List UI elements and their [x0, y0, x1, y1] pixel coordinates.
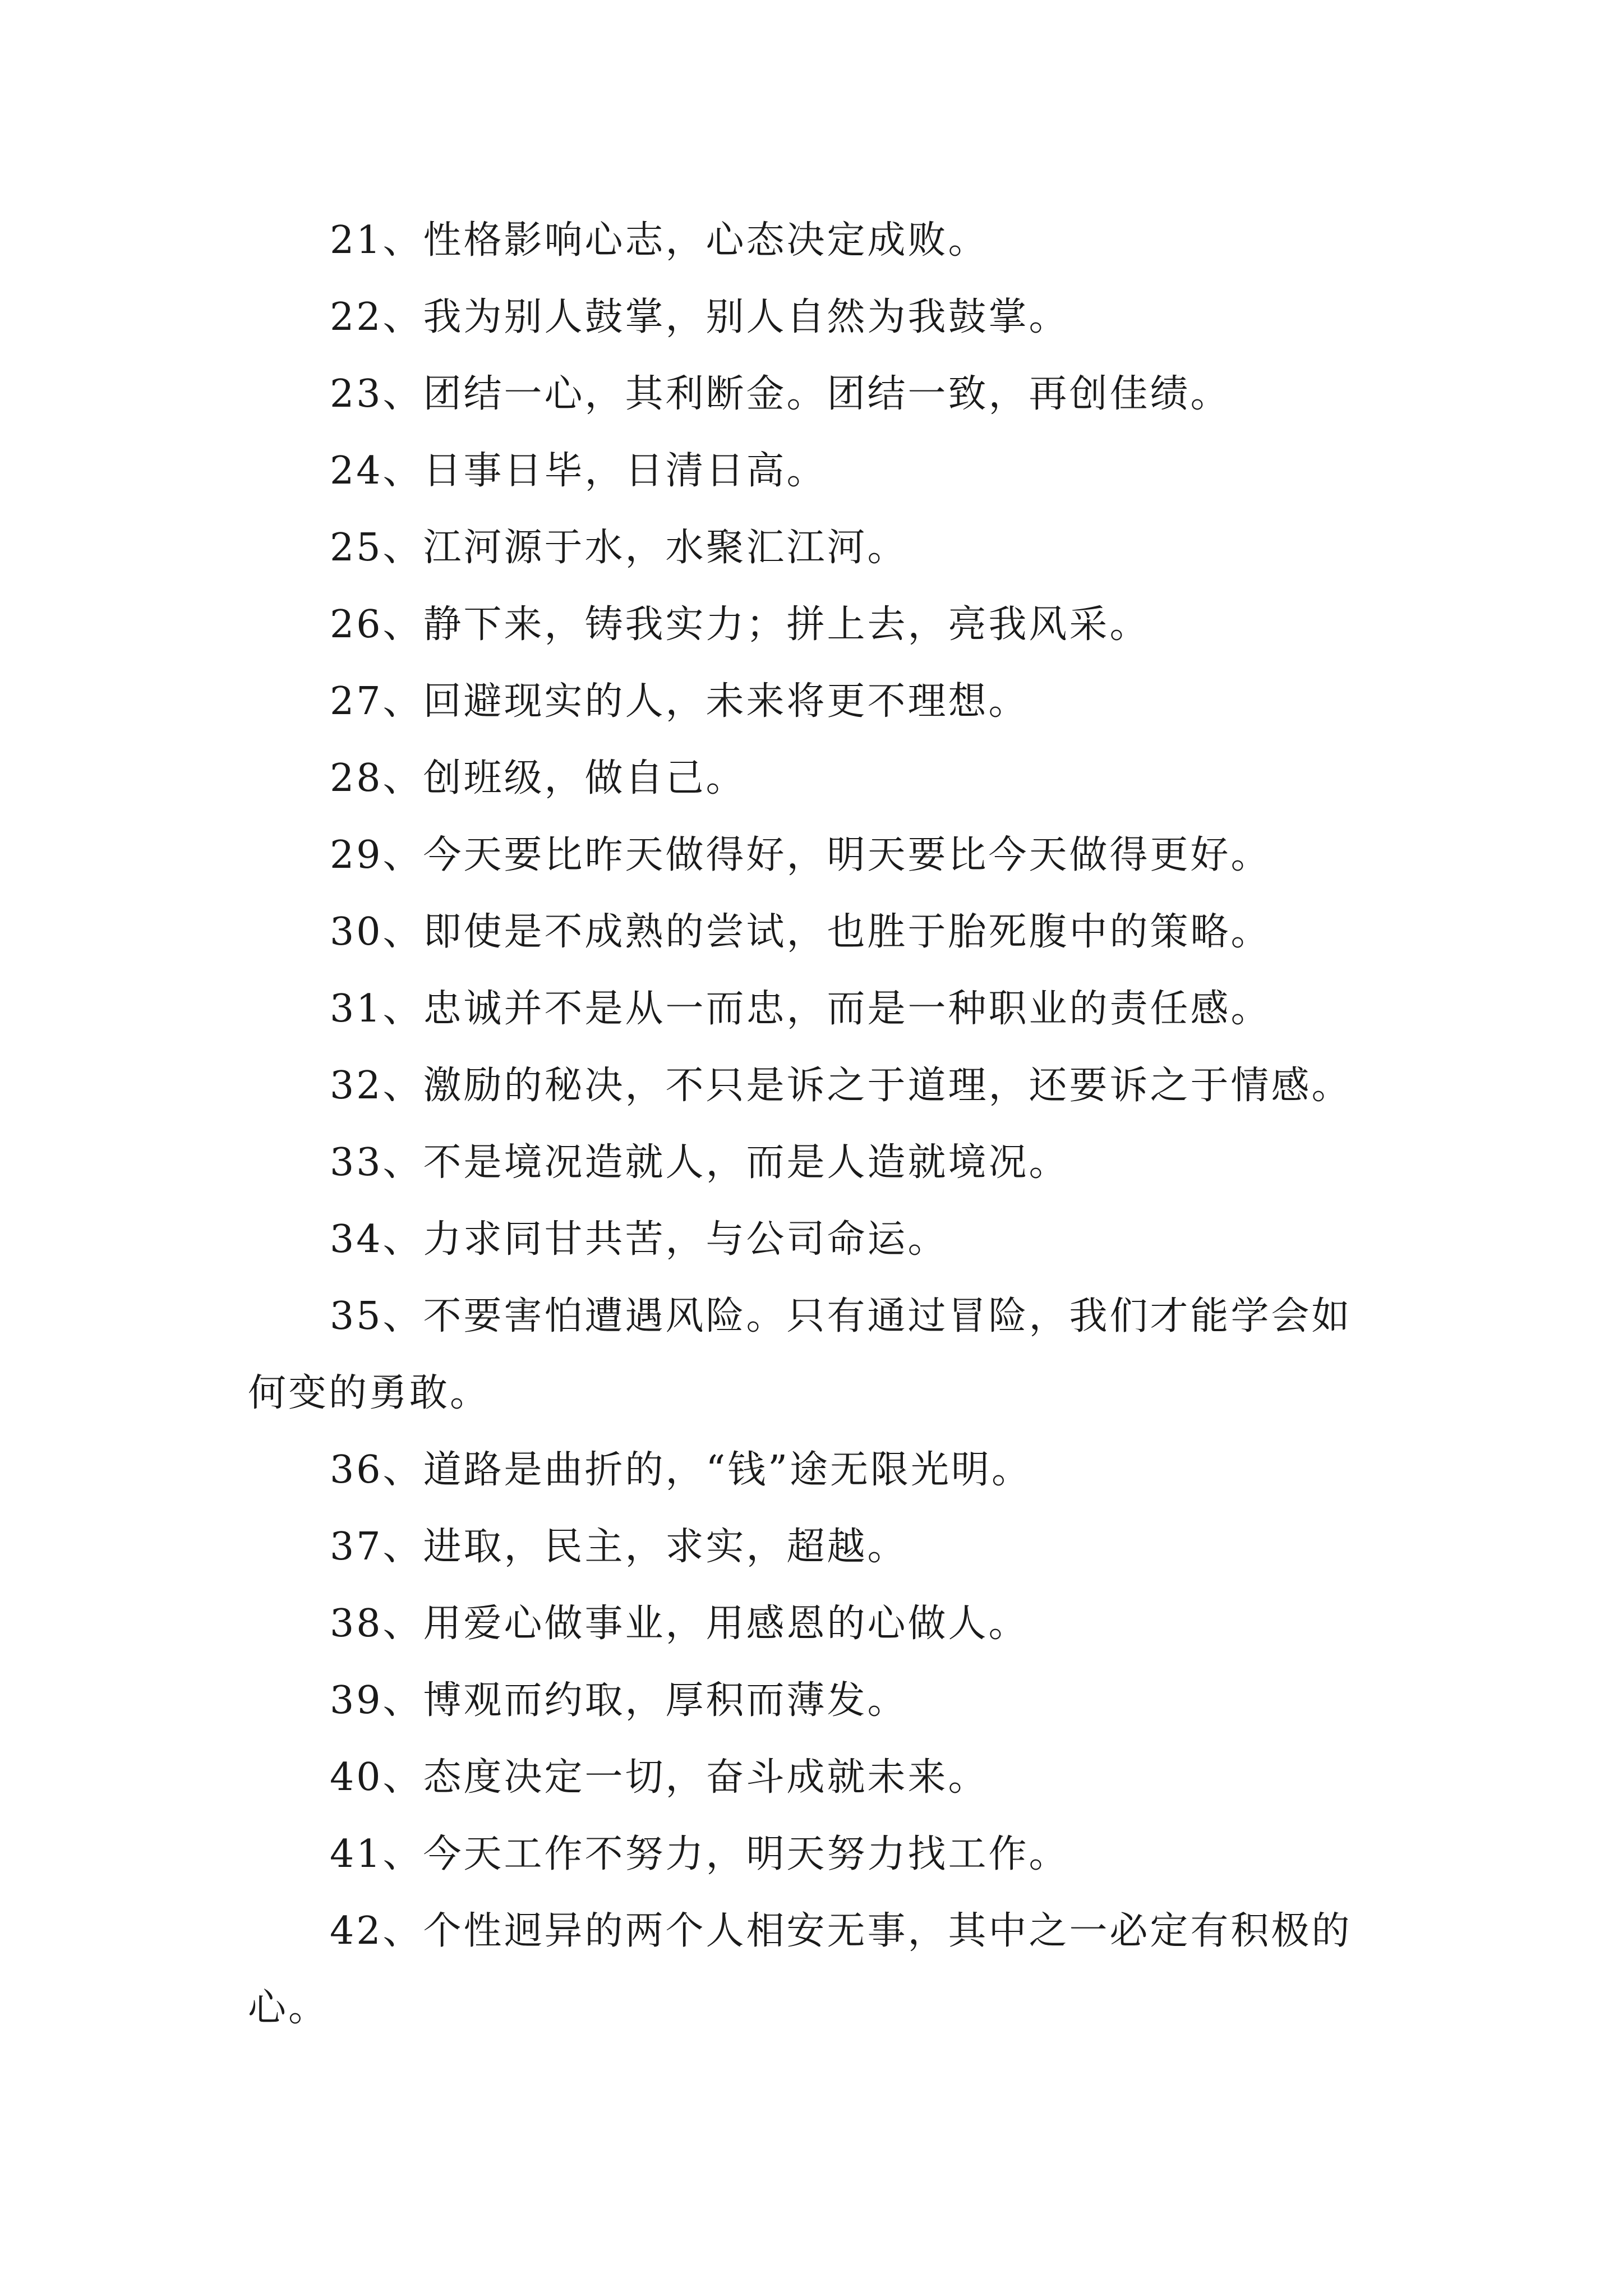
list-item: 23、团结一心，其利断金。团结一致，再创佳绩。	[330, 372, 1231, 416]
list-item: 21、性格影响心志，心态决定成败。	[330, 218, 989, 263]
list-item: 37、进取，民主，求实，超越。	[330, 1525, 908, 1569]
list-item: 31、忠诚并不是从一而忠，而是一种职业的责任感。	[330, 987, 1271, 1031]
list-item: 38、用爱心做事业，用感恩的心做人。	[330, 1602, 1029, 1646]
list-item: 34、力求同甘共苦，与公司命运。	[330, 1217, 948, 1262]
quote-list	[248, 202, 1386, 2046]
list-item: 40、态度决定一切，奋斗成就未来。	[330, 1755, 989, 1800]
list-item: 25、江河源于水，水聚汇江河。	[330, 526, 908, 570]
list-item: 27、回避现实的人，未来将更不理想。	[330, 679, 1029, 724]
list-item: 24、日事日毕，日清日高。	[330, 449, 827, 493]
list-item: 30、即使是不成熟的尝试，也胜于胎死腹中的策略。	[330, 910, 1271, 954]
list-item: 29、今天要比昨天做得好，明天要比今天做得更好。	[330, 833, 1271, 877]
list-item: 26、静下来，铸我实力；拼上去，亮我风采。	[330, 602, 1150, 647]
list-item: 28、创班级，做自己。	[330, 756, 746, 800]
list-item: 36、道路是曲折的，“钱”途无限光明。	[330, 1448, 1032, 1492]
list-item: 22、我为别人鼓掌，别人自然为我鼓掌。	[330, 295, 1069, 339]
list-item: 39、博观而约取，厚积而薄发。	[330, 1678, 908, 1723]
list-item: 41、今天工作不努力，明天努力找工作。	[330, 1832, 1069, 1876]
list-item: 32、激励的秘决，不只是诉之于道理，还要诉之于情感。	[330, 1064, 1352, 1108]
list-item: 33、不是境况造就人，而是人造就境况。	[330, 1140, 1069, 1185]
list-item: 35、不要害怕遭遇风险。只有通过冒险，我们才能学会如何变的勇敢。	[248, 1294, 1352, 1415]
list-item: 42、个性迥异的两个人相安无事，其中之一必定有积极的心。	[248, 1909, 1352, 2030]
